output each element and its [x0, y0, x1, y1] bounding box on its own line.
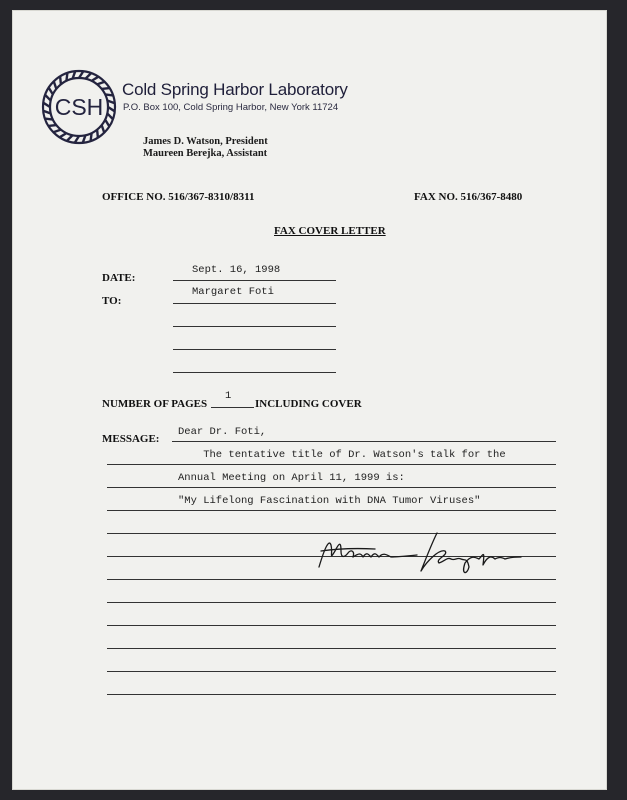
message-rule — [107, 579, 556, 580]
message-line-4: "My Lifelong Fascination with DNA Tumor Viruses" — [178, 495, 481, 507]
to-line-4 — [173, 372, 336, 373]
logo-helix-rung — [91, 133, 92, 141]
handwritten-signature — [315, 527, 525, 577]
date-line — [173, 280, 336, 281]
logo-helix-rung — [45, 119, 53, 120]
message-rule — [107, 510, 556, 511]
pages-suffix: INCLUDING COVER — [255, 398, 362, 410]
logo-helix-rung — [60, 133, 67, 137]
message-rule — [107, 602, 556, 603]
message-rule — [107, 464, 556, 465]
message-rule — [107, 625, 556, 626]
logo-helix-rung — [85, 73, 91, 79]
logo-helix-rung — [66, 73, 67, 81]
message-rule — [107, 694, 556, 695]
date-value: Sept. 16, 1998 — [192, 264, 281, 276]
logo-helix-rung — [45, 95, 51, 101]
to-label: TO: — [102, 295, 122, 307]
pages-line — [211, 407, 254, 408]
office-number: OFFICE NO. 516/367-8310/8311 — [102, 191, 255, 203]
message-line-3: Annual Meeting on April 11, 1999 is: — [178, 472, 405, 484]
fax-number: FAX NO. 516/367-8480 — [414, 191, 523, 203]
form-title: FAX COVER LETTER — [274, 225, 386, 237]
message-rule — [107, 487, 556, 488]
logo-helix-rung — [102, 125, 105, 133]
logo-helix-rung — [97, 130, 98, 138]
logo-helix-rung — [105, 120, 109, 127]
staff-assistant: Maureen Berejka, Assistant — [143, 148, 268, 159]
message-line-1: Dear Dr. Foti, — [178, 426, 267, 438]
pages-value: 1 — [225, 390, 232, 402]
to-value: Margaret Foti — [192, 286, 274, 298]
date-label: DATE: — [102, 272, 136, 284]
logo-helix-rung — [92, 77, 99, 81]
organization-address: P.O. Box 100, Cold Spring Harbor, New York 11724 — [123, 102, 339, 113]
to-line — [173, 303, 336, 304]
fax-cover-sheet — [12, 10, 607, 790]
organization-name: Cold Spring Harbor Laboratory — [122, 80, 348, 99]
logo-helix-rung — [49, 88, 53, 95]
message-rule — [107, 671, 556, 672]
logo-helix-rung — [48, 125, 56, 126]
csh-logo — [37, 65, 121, 149]
to-line-2 — [173, 326, 336, 327]
staff-president: James D. Watson, President — [143, 136, 268, 147]
message-label: MESSAGE: — [102, 433, 160, 445]
logo-helix-rung — [107, 113, 113, 119]
logo-helix-rung — [102, 88, 110, 89]
logo-helix-rung — [105, 94, 113, 95]
message-line-2: The tentative title of Dr. Watson's talk for the — [178, 449, 506, 461]
logo-helix-rung — [60, 76, 61, 84]
logo-helix-rung — [54, 81, 57, 89]
pages-label: NUMBER OF PAGES — [102, 398, 208, 410]
logo-helix-rung — [97, 82, 105, 85]
logo-helix-rung — [67, 135, 73, 141]
message-rule — [107, 648, 556, 649]
message-rule — [172, 441, 556, 442]
to-line-3 — [173, 349, 336, 350]
logo-text: CSH — [54, 94, 104, 120]
logo-helix-rung — [53, 130, 61, 133]
